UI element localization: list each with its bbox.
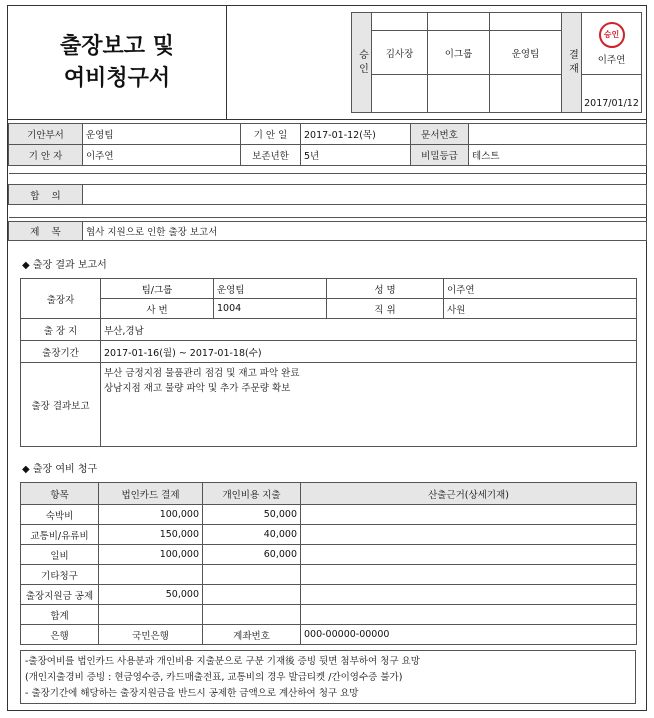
expense-header-corp: 법인카드 결제: [99, 483, 203, 505]
expense-item: 합계: [21, 605, 99, 625]
form-title-line1: 출장보고 및: [60, 33, 174, 59]
expense-corp: 100,000: [99, 545, 203, 565]
form-title-line2: 여비청구서: [63, 65, 171, 91]
expense-personal: 40,000: [203, 525, 301, 545]
info-table: [8, 123, 647, 166]
empno-value: 1004: [214, 299, 327, 319]
subject-table: [8, 221, 647, 241]
subject-value: 협사 지원으로 인한 출장 보고서: [83, 222, 647, 241]
expense-header-personal: 개인비용 지출: [203, 483, 301, 505]
retention-value: 5년: [301, 145, 411, 166]
dept-label: 기안부서: [9, 124, 83, 145]
traveler-label: 출장자: [21, 279, 101, 319]
expense-basis[interactable]: [301, 545, 637, 565]
expense-report-form: [7, 5, 647, 711]
form-title: [8, 6, 227, 119]
stamp-date: 2017/01/12: [582, 75, 642, 113]
expense-corp: 150,000: [99, 525, 203, 545]
approve-label: 승인: [352, 13, 372, 113]
bank-value: 국민은행: [99, 625, 203, 645]
period-label: 출장기간: [21, 341, 101, 363]
approver-3: 운영팀: [490, 31, 562, 75]
approval-box: [351, 12, 642, 113]
agreement-table: [8, 173, 647, 218]
decision-label: 결재: [562, 13, 582, 113]
place-value: 부산,경남: [101, 319, 637, 341]
table-row: [21, 525, 637, 545]
approver-sign-slot: [428, 75, 490, 113]
author-label: 기 안 자: [9, 145, 83, 166]
bank-label: 은행: [21, 625, 99, 645]
name-value: 이주연: [444, 279, 637, 299]
expense-personal: [203, 585, 301, 605]
date-value: 2017-01-12(목): [301, 124, 411, 145]
retention-label: 보존년한: [241, 145, 301, 166]
report-table: [20, 278, 637, 447]
expense-section-title: ◆ 출장 여비 청구: [22, 464, 98, 475]
expense-basis[interactable]: [301, 505, 637, 525]
approver-2: 이그룹: [428, 31, 490, 75]
date-label: 기 안 일: [241, 124, 301, 145]
result-line-1: 부산 금정지점 물품관리 점검 및 재고 파악 완료: [104, 368, 300, 379]
report-section-title: ◆ 출장 결과 보고서: [22, 260, 107, 271]
account-value: 000-00000-00000: [301, 625, 637, 645]
expense-table: [20, 482, 637, 645]
expense-item: 교통비/유류비: [21, 525, 99, 545]
expense-item: 기타청구: [21, 565, 99, 585]
expense-personal: [203, 605, 301, 625]
approver-1: 김사장: [372, 31, 428, 75]
dept-value: 운영팀: [83, 124, 241, 145]
table-row: [21, 565, 637, 585]
expense-personal: 60,000: [203, 545, 301, 565]
result-line-2: 상남지점 재고 물량 파악 및 추가 주문량 확보: [104, 383, 291, 394]
account-label: 계좌번호: [203, 625, 301, 645]
table-row: [21, 545, 637, 565]
expense-basis[interactable]: [301, 525, 637, 545]
docnum-label: 문서번호: [411, 124, 469, 145]
expense-corp: [99, 605, 203, 625]
note-line: (개인지출경비 증빙 : 현금영수증, 카드매출전표, 교통비의 경우 발급티켓 /간이영수증 불가): [25, 672, 403, 683]
approver-slot: [490, 13, 562, 31]
result-value: [101, 363, 637, 447]
expense-item: 일비: [21, 545, 99, 565]
approval-stamp-icon: 승인: [599, 22, 625, 48]
table-row: [21, 585, 637, 605]
security-label: 비밀등급: [411, 145, 469, 166]
approver-sign-slot: [372, 75, 428, 113]
expense-corp: [99, 565, 203, 585]
expense-item: 출장지원금 공제: [21, 585, 99, 605]
position-label: 직 위: [327, 299, 444, 319]
table-row: [21, 505, 637, 525]
security-value: 테스트: [469, 145, 647, 166]
approver-slot: [428, 13, 490, 31]
expense-corp: 100,000: [99, 505, 203, 525]
notes-box: [20, 650, 636, 704]
position-value: 사원: [444, 299, 637, 319]
expense-header-item: 항목: [21, 483, 99, 505]
expense-item: 숙박비: [21, 505, 99, 525]
note-line: -출장여비를 법인카드 사용분과 개인비용 지출분으로 구분 기재後 증빙 뒷면 첨부하여 청구 요망: [25, 656, 420, 667]
period-value: 2017-01-16(월) ~ 2017-01-18(수): [101, 341, 637, 363]
signer-cell: [582, 13, 642, 75]
approver-sign-slot: [490, 75, 562, 113]
table-row: [21, 605, 637, 625]
signer-name: 이주연: [597, 54, 626, 66]
result-label: 출장 결과보고: [21, 363, 101, 447]
expense-personal: [203, 565, 301, 585]
expense-basis[interactable]: [301, 605, 637, 625]
team-value: 운영팀: [214, 279, 327, 299]
name-label: 성 명: [327, 279, 444, 299]
expense-corp: 50,000: [99, 585, 203, 605]
form-header: [8, 6, 646, 120]
author-value: 이주연: [83, 145, 241, 166]
agreement-value[interactable]: [83, 185, 647, 205]
expense-basis[interactable]: [301, 565, 637, 585]
expense-header-basis: 산출근거(상세기재): [301, 483, 637, 505]
expense-personal: 50,000: [203, 505, 301, 525]
table-row: [21, 625, 637, 645]
expense-basis[interactable]: [301, 585, 637, 605]
place-label: 출 장 지: [21, 319, 101, 341]
team-label: 팀/그룹: [101, 279, 214, 299]
empno-label: 사 번: [101, 299, 214, 319]
subject-label: 제 목: [9, 222, 83, 241]
approver-slot: [372, 13, 428, 31]
note-line: - 출장기간에 해당하는 출장지원금을 반드시 공제한 금액으로 계산하여 청구 요망: [25, 688, 359, 699]
docnum-value[interactable]: [469, 124, 647, 145]
agreement-label: 합 의: [9, 185, 83, 205]
